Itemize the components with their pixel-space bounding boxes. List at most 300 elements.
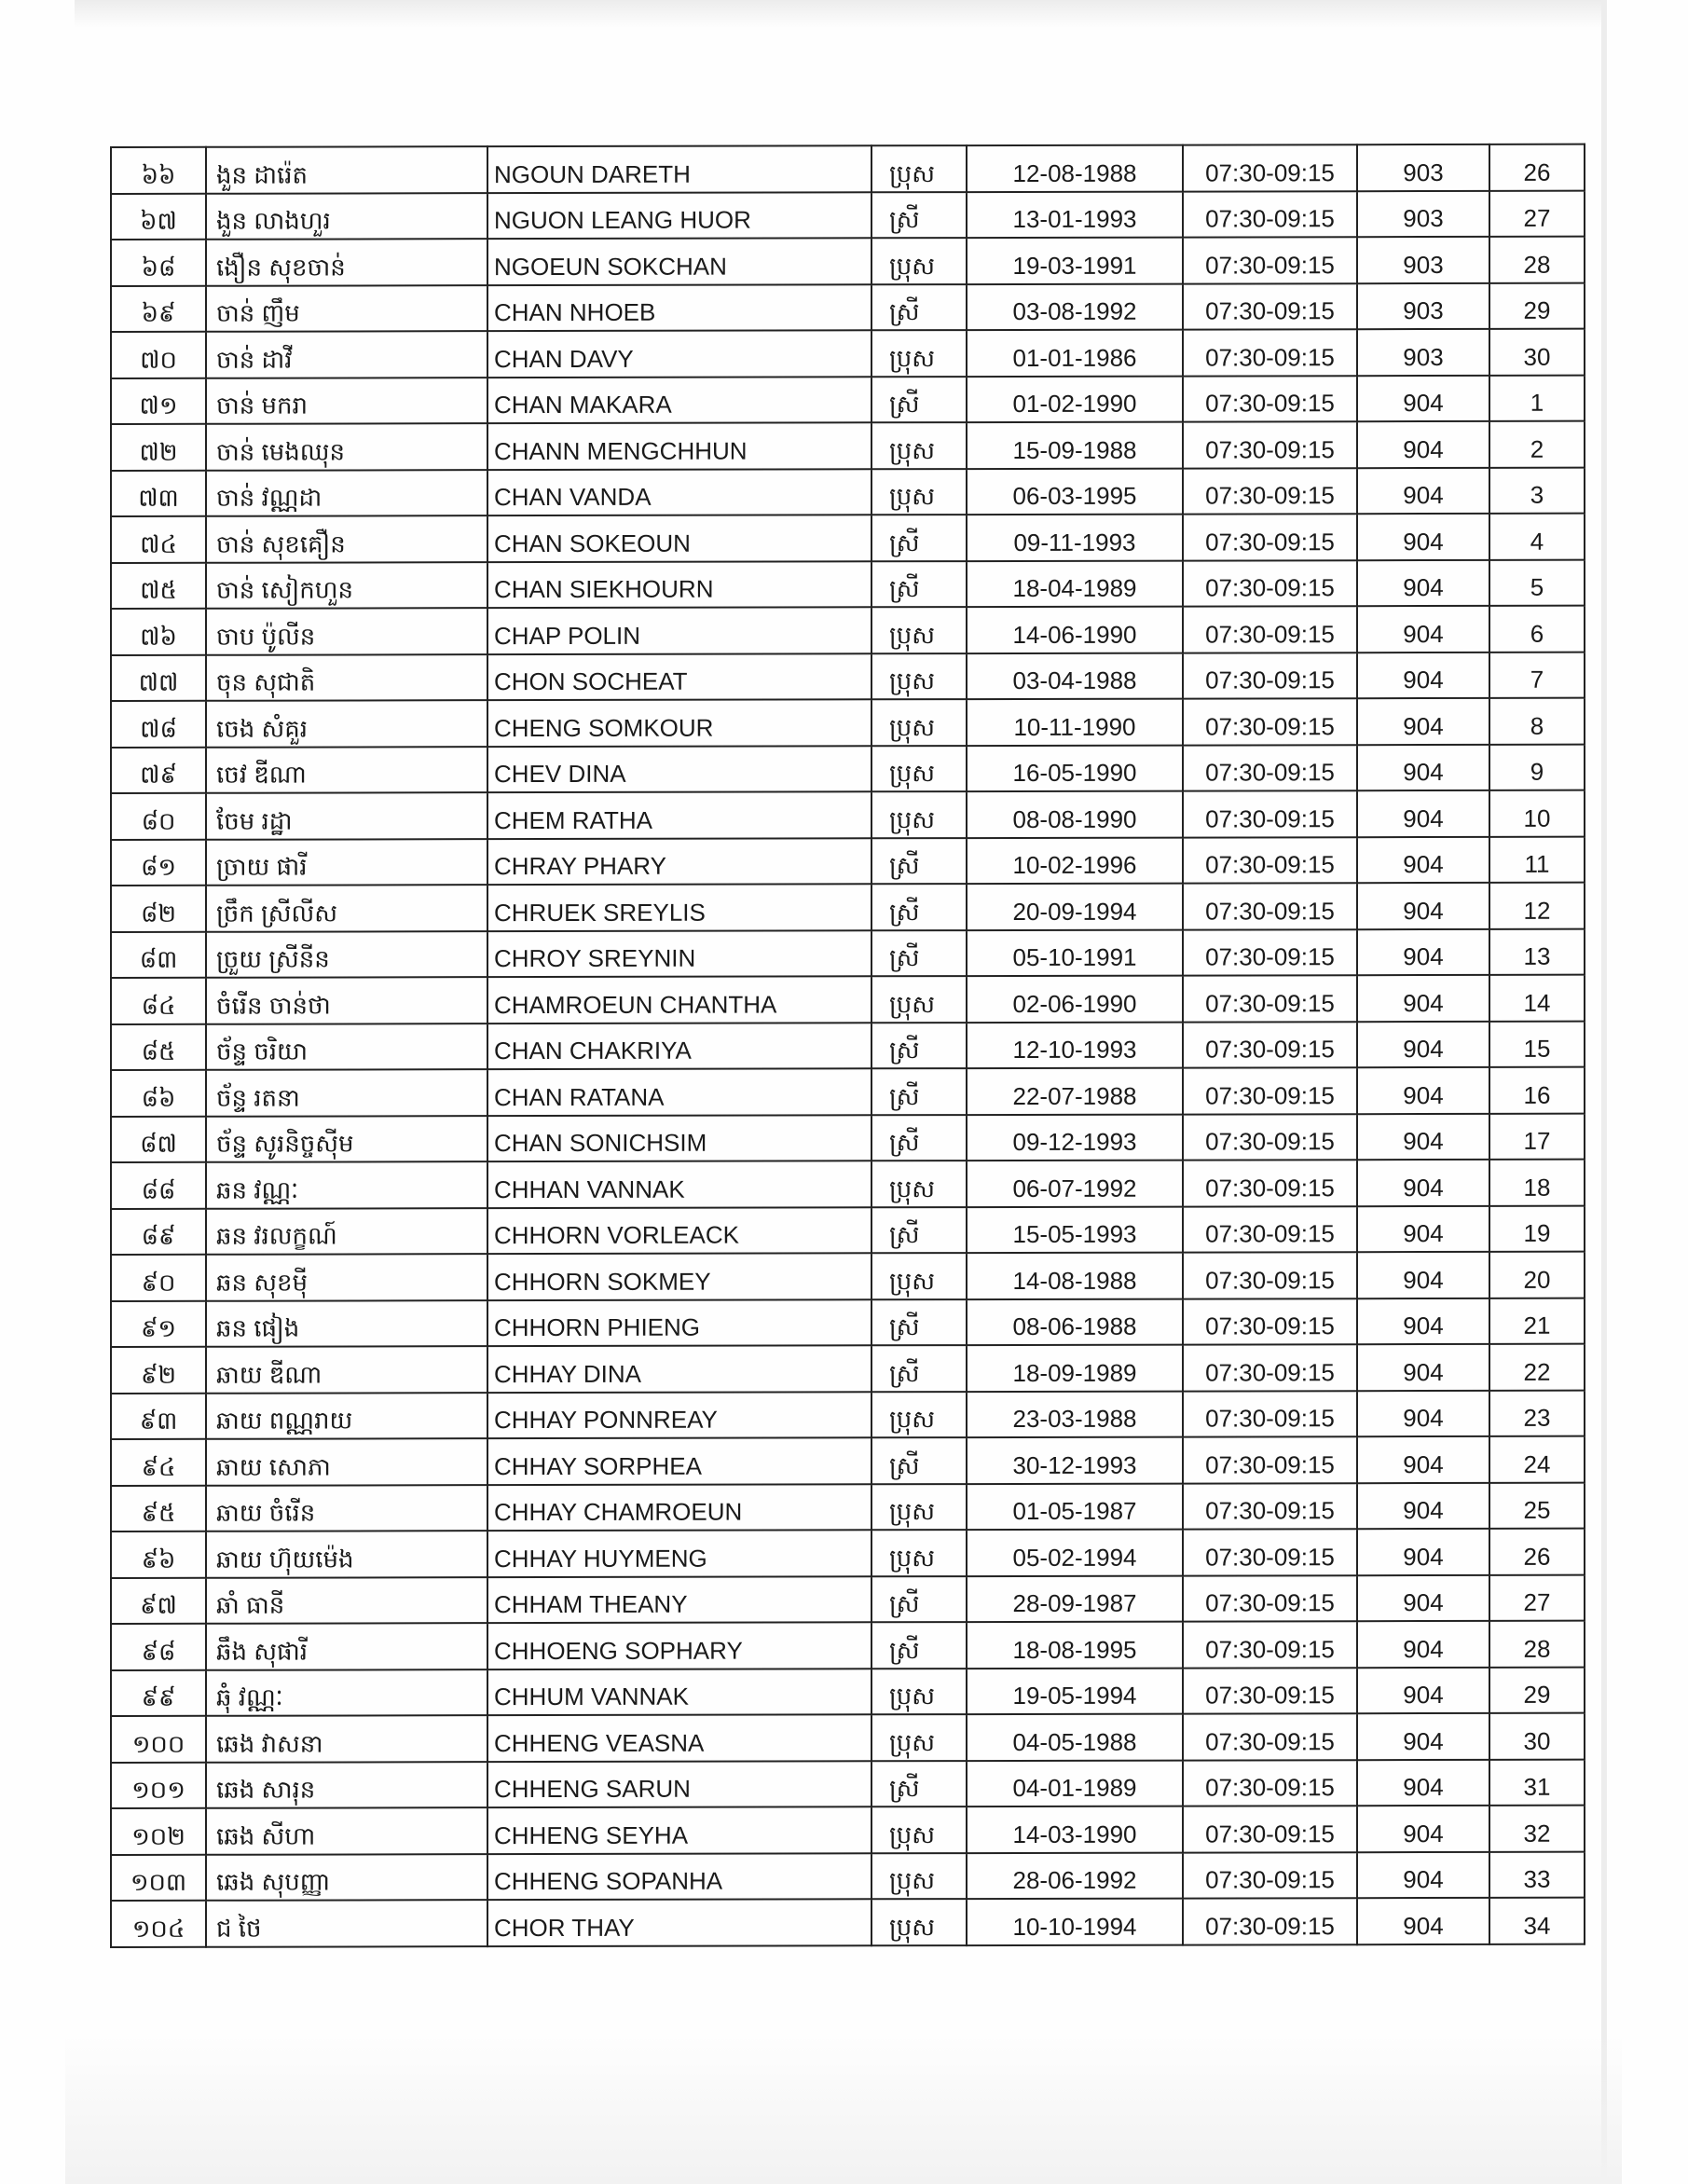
seat-number: 19	[1523, 1218, 1551, 1247]
sex: ប្រុស	[889, 620, 936, 649]
exam-time: 07:30-09:15	[1205, 1219, 1335, 1248]
seat-cell	[1489, 1160, 1585, 1206]
exam-time-cell	[1183, 975, 1357, 1022]
sex-cell	[871, 1023, 967, 1069]
room-number: 904	[1403, 1219, 1444, 1248]
room-number: 904	[1403, 1773, 1444, 1802]
room-number: 904	[1403, 1588, 1444, 1617]
khmer-name: ឆេង វាសនា	[216, 1729, 323, 1758]
latin-name-cell	[487, 746, 871, 792]
exam-time: 07:30-09:15	[1205, 1865, 1335, 1894]
room-number: 904	[1403, 942, 1444, 971]
seat-cell	[1489, 144, 1585, 191]
exam-time-cell	[1183, 1529, 1357, 1575]
table-row	[111, 144, 1585, 194]
exam-time-cell	[1183, 652, 1357, 699]
latin-name: CHAN DAVY	[494, 344, 634, 373]
seat-number: 16	[1523, 1080, 1551, 1109]
row-number: ៦៨	[141, 253, 176, 282]
khmer-name: ងួន ដារ៉េត	[216, 160, 308, 189]
latin-name: CHAN SIEKHOURN	[494, 574, 714, 604]
room-number: 903	[1403, 158, 1444, 186]
sex: ស្រី	[889, 528, 920, 556]
row-number: ៦៩	[141, 298, 176, 327]
row-number-cell	[111, 1255, 206, 1301]
latin-name: CHAN VANDA	[494, 482, 652, 512]
room-number: 904	[1403, 666, 1444, 694]
room-cell	[1357, 237, 1489, 283]
table-row	[111, 1436, 1585, 1486]
exam-time-cell	[1183, 468, 1357, 515]
exam-time-cell	[1183, 191, 1357, 238]
birth-date-cell	[967, 929, 1183, 976]
khmer-name: ច័ន្ទ សូរនិច្ចស៊ីម	[216, 1129, 354, 1158]
seat-cell	[1489, 1252, 1585, 1298]
latin-name: CHOR THAY	[494, 1913, 635, 1942]
sex-cell	[871, 469, 967, 515]
latin-name-cell	[487, 422, 871, 469]
latin-name: CHHENG SOPANHA	[494, 1866, 723, 1896]
room-cell	[1357, 652, 1489, 698]
seat-number: 11	[1524, 849, 1550, 878]
room-cell	[1357, 1482, 1489, 1529]
seat-number: 26	[1523, 158, 1551, 186]
seat-cell	[1489, 790, 1585, 837]
seat-cell	[1489, 698, 1585, 745]
birth-date-cell	[967, 884, 1183, 930]
room-cell	[1357, 1160, 1489, 1206]
sex: ស្រី	[889, 1358, 920, 1387]
sex: ស្រី	[889, 390, 920, 419]
birth-date-cell	[967, 1852, 1183, 1899]
latin-name: CHHENG SEYHA	[494, 1820, 689, 1849]
room-number: 904	[1403, 1127, 1444, 1156]
exam-time: 07:30-09:15	[1205, 1634, 1335, 1664]
birth-date: 15-05-1993	[1012, 1219, 1137, 1248]
row-number: ១០៤	[131, 1914, 185, 1943]
birth-date: 01-02-1990	[1012, 389, 1137, 418]
sex: ស្រី	[889, 1220, 920, 1249]
birth-date: 23-03-1988	[1012, 1404, 1137, 1433]
birth-date: 15-09-1988	[1012, 435, 1137, 464]
exam-time-cell	[1183, 1898, 1357, 1944]
khmer-name: ងួន លាងហួរ	[216, 206, 331, 235]
scan-shadow-top	[75, 0, 1603, 28]
seat-cell	[1489, 744, 1585, 790]
row-number-cell	[111, 978, 206, 1024]
birth-date-cell	[967, 745, 1183, 791]
seat-number: 18	[1523, 1173, 1551, 1202]
sex: ស្រី	[889, 1036, 920, 1065]
exam-time: 07:30-09:15	[1205, 434, 1335, 464]
room-cell	[1357, 606, 1489, 652]
sex-cell	[871, 1669, 967, 1715]
table-row	[111, 329, 1585, 378]
birth-date-cell	[967, 1206, 1183, 1253]
room-number: 904	[1403, 481, 1444, 510]
latin-name-cell	[487, 1714, 871, 1761]
room-cell	[1357, 1436, 1489, 1483]
latin-name: CHHAY DINA	[494, 1359, 641, 1388]
room-number: 904	[1403, 527, 1444, 556]
seat-cell	[1489, 1113, 1585, 1160]
exam-time-cell	[1183, 1483, 1357, 1530]
row-number-cell	[111, 1208, 206, 1255]
latin-name-cell	[487, 1207, 871, 1254]
birth-date: 18-04-1989	[1012, 573, 1137, 602]
room-number: 904	[1403, 1173, 1444, 1202]
latin-name-cell	[487, 1853, 871, 1900]
row-number: ៨៣	[139, 944, 178, 973]
scan-shadow-bottom	[65, 2032, 1622, 2184]
exam-time: 07:30-09:15	[1205, 573, 1335, 602]
table-row	[111, 883, 1585, 932]
sex-cell	[871, 422, 967, 469]
birth-date-cell	[967, 1114, 1183, 1161]
birth-date-cell	[967, 422, 1183, 469]
birth-date: 10-11-1990	[1013, 712, 1136, 741]
seat-cell	[1489, 1436, 1585, 1483]
birth-date-cell	[967, 699, 1183, 746]
sex: ប្រុស	[889, 1820, 936, 1848]
exam-time-cell	[1183, 1575, 1357, 1622]
latin-name-cell	[487, 884, 871, 930]
birth-date: 12-10-1993	[1012, 1035, 1137, 1064]
latin-name: CHRAY PHARY	[494, 851, 666, 881]
seat-number: 23	[1523, 1403, 1551, 1432]
latin-name-cell	[487, 469, 871, 515]
exam-time: 07:30-09:15	[1205, 711, 1335, 741]
sex-cell	[871, 1576, 967, 1623]
room-cell	[1357, 1621, 1489, 1668]
exam-time: 07:30-09:15	[1205, 1357, 1335, 1387]
row-number: ៧៣	[138, 483, 179, 512]
row-number: ៨៧	[140, 1129, 177, 1158]
seat-number: 2	[1530, 434, 1544, 463]
khmer-name-cell	[206, 1807, 487, 1854]
sex: ស្រី	[889, 574, 920, 603]
sex: ស្រី	[889, 297, 920, 326]
exam-time: 07:30-09:15	[1205, 296, 1335, 325]
latin-name: CHHAY SORPHEA	[494, 1451, 702, 1480]
birth-date: 22-07-1988	[1012, 1081, 1137, 1110]
latin-name-cell	[487, 1299, 871, 1346]
birth-date: 09-11-1993	[1013, 528, 1136, 556]
latin-name: NGOEUN SOKCHAN	[494, 252, 727, 281]
room-number: 904	[1403, 389, 1444, 418]
row-number-cell	[111, 240, 206, 286]
exam-time: 07:30-09:15	[1205, 1542, 1335, 1572]
exam-time: 07:30-09:15	[1205, 1173, 1335, 1202]
table-row	[111, 421, 1585, 471]
exam-time-cell	[1183, 1252, 1357, 1298]
seat-cell	[1489, 237, 1585, 283]
room-number: 904	[1403, 1819, 1444, 1847]
latin-name-cell	[487, 515, 871, 561]
room-number: 904	[1403, 1726, 1444, 1755]
room-cell	[1357, 1806, 1489, 1852]
sex: ស្រី	[889, 1589, 920, 1618]
sex: ស្រី	[889, 1635, 920, 1664]
room-cell	[1357, 1205, 1489, 1252]
khmer-name: ចេវ ឌីណា	[216, 760, 307, 789]
row-number: ៧៧	[138, 667, 179, 696]
sex: ប្រុស	[889, 759, 936, 788]
khmer-name-cell	[206, 1854, 487, 1901]
row-number-cell	[111, 332, 206, 378]
room-cell	[1357, 282, 1489, 329]
khmer-name-cell	[206, 977, 487, 1023]
seat-cell	[1489, 329, 1585, 376]
exam-time-cell	[1183, 1668, 1357, 1714]
latin-name: NGOUN DARETH	[494, 159, 691, 188]
sex: ប្រុស	[889, 343, 936, 372]
sex-cell	[871, 238, 967, 284]
birth-date: 30-12-1993	[1012, 1450, 1137, 1479]
khmer-name: ឆេង សីហា	[216, 1821, 316, 1850]
seat-number: 1	[1530, 388, 1544, 417]
exam-time: 07:30-09:15	[1205, 1449, 1335, 1479]
sex-cell	[871, 607, 967, 653]
row-number: ៦៦	[141, 160, 176, 189]
seat-number: 34	[1523, 1911, 1551, 1940]
row-number-cell	[111, 747, 206, 793]
khmer-name-cell	[206, 1300, 487, 1347]
row-number: ១០០	[131, 1729, 185, 1758]
row-number: ១០២	[131, 1821, 185, 1850]
room-number: 904	[1403, 1312, 1444, 1340]
room-number: 904	[1403, 1496, 1444, 1525]
seat-cell	[1489, 1621, 1585, 1668]
row-number-cell	[111, 1300, 206, 1347]
sex: ប្រុស	[889, 251, 936, 280]
latin-name-cell	[487, 1576, 871, 1623]
sex: ស្រី	[889, 1450, 920, 1479]
latin-name-cell	[487, 607, 871, 653]
birth-date-cell	[967, 515, 1183, 561]
exam-time-cell	[1183, 790, 1357, 837]
exam-time: 07:30-09:15	[1205, 1404, 1335, 1433]
room-number: 904	[1403, 1865, 1444, 1894]
seat-cell	[1489, 1344, 1585, 1391]
table-row	[111, 467, 1585, 516]
exam-time-cell	[1183, 329, 1357, 376]
table-row	[111, 1898, 1585, 1947]
room-number: 904	[1403, 896, 1444, 925]
sex-cell	[871, 1392, 967, 1438]
row-number: ៩៤	[141, 1452, 176, 1481]
seat-number: 9	[1530, 757, 1544, 786]
birth-date-cell	[967, 145, 1183, 192]
khmer-name-cell	[206, 239, 487, 285]
seat-cell	[1489, 421, 1585, 468]
khmer-name-cell	[206, 885, 487, 931]
khmer-name: ច័ន្ទ រតនា	[216, 1083, 300, 1112]
sex: ស្រី	[889, 897, 920, 926]
sex-cell	[871, 746, 967, 792]
latin-name-cell	[487, 1392, 871, 1438]
sex-cell	[871, 515, 967, 561]
sex: ស្រី	[889, 205, 920, 234]
row-number: ៩២	[140, 1360, 177, 1389]
table-row	[111, 282, 1585, 332]
row-number-cell	[111, 470, 206, 516]
table-row	[111, 1160, 1585, 1209]
row-number-cell	[111, 1485, 206, 1532]
sex-cell	[871, 1253, 967, 1299]
exam-time-cell	[1183, 1298, 1357, 1345]
seat-cell	[1489, 1529, 1585, 1575]
row-number: ១០៣	[130, 1867, 187, 1896]
room-number: 904	[1403, 988, 1444, 1017]
latin-name-cell	[487, 1345, 871, 1392]
seat-cell	[1489, 514, 1585, 560]
birth-date-cell	[967, 1714, 1183, 1761]
exam-time: 07:30-09:15	[1205, 389, 1335, 418]
seat-number: 31	[1523, 1772, 1551, 1801]
exam-time-cell	[1183, 1621, 1357, 1668]
khmer-name: ឆាយ សោភា	[216, 1452, 331, 1481]
khmer-name: ចេង សំគួរ	[216, 714, 308, 743]
birth-date: 09-12-1993	[1012, 1127, 1137, 1156]
row-number-cell	[111, 1393, 206, 1439]
room-number: 904	[1403, 1080, 1444, 1109]
birth-date: 14-08-1988	[1012, 1266, 1137, 1295]
birth-date: 01-01-1986	[1012, 343, 1137, 372]
exam-time-cell	[1183, 1852, 1357, 1899]
room-cell	[1357, 1529, 1489, 1575]
row-number: ៨២	[140, 899, 177, 927]
sex-cell	[871, 1437, 967, 1484]
exam-time: 07:30-09:15	[1205, 619, 1335, 649]
birth-date-cell	[967, 1161, 1183, 1207]
sex-cell	[871, 1530, 967, 1576]
khmer-name-cell	[206, 1715, 487, 1762]
row-number-cell	[111, 701, 206, 748]
seat-cell	[1489, 1205, 1585, 1252]
birth-date-cell	[967, 1022, 1183, 1068]
latin-name: CHAN SOKEOUN	[494, 529, 691, 557]
table-row	[111, 698, 1585, 748]
room-cell	[1357, 1390, 1489, 1436]
room-number: 904	[1403, 1681, 1444, 1710]
table-row	[111, 1113, 1585, 1162]
seat-number: 28	[1523, 1634, 1551, 1663]
room-cell	[1357, 1667, 1489, 1713]
room-cell	[1357, 1713, 1489, 1760]
row-number-cell	[111, 1716, 206, 1763]
table-row	[111, 1344, 1585, 1394]
latin-name-cell	[487, 1622, 871, 1669]
seat-number: 28	[1523, 250, 1551, 279]
exam-time-cell	[1183, 1713, 1357, 1760]
latin-name: CHANN MENGCHHUN	[494, 436, 748, 465]
row-number: ៧៨	[140, 714, 177, 743]
row-number-cell	[111, 1901, 206, 1947]
birth-date-cell	[967, 191, 1183, 238]
latin-name: CHAP POLIN	[494, 621, 641, 650]
birth-date: 03-04-1988	[1012, 666, 1137, 694]
table-row	[111, 1806, 1585, 1855]
row-number-cell	[111, 654, 206, 701]
latin-name-cell	[487, 377, 871, 423]
birth-date-cell	[967, 1806, 1183, 1853]
birth-date-cell	[967, 1068, 1183, 1115]
sex-cell	[871, 976, 967, 1023]
latin-name-cell	[487, 653, 871, 700]
row-number-cell	[111, 1347, 206, 1394]
scan-edge-right	[1601, 0, 1607, 2184]
row-number-cell	[111, 193, 206, 240]
room-cell	[1357, 928, 1489, 975]
row-number-cell	[111, 609, 206, 655]
latin-name: CHAN CHAKRIYA	[494, 1036, 692, 1065]
room-number: 904	[1403, 1404, 1444, 1433]
latin-name: CHAMROEUN CHANTHA	[494, 990, 777, 1019]
row-number: ៨១	[140, 852, 177, 881]
latin-name: NGUON LEANG HUOR	[494, 205, 751, 235]
exam-time: 07:30-09:15	[1205, 1911, 1335, 1941]
latin-name: CHHAM THEANY	[494, 1589, 688, 1619]
latin-name: CHROY SREYNIN	[494, 943, 696, 973]
exam-time: 07:30-09:15	[1205, 1265, 1335, 1295]
birth-date: 18-08-1995	[1012, 1635, 1137, 1664]
khmer-name-cell	[206, 1161, 487, 1208]
exam-time: 07:30-09:15	[1205, 481, 1335, 510]
sex-cell	[871, 1484, 967, 1531]
sex: ប្រុស	[889, 989, 936, 1018]
seat-cell	[1489, 883, 1585, 929]
exam-time-cell	[1183, 144, 1357, 191]
birth-date: 19-05-1994	[1012, 1681, 1137, 1710]
exam-time-cell	[1183, 1160, 1357, 1206]
seat-cell	[1489, 190, 1585, 237]
birth-date-cell	[967, 560, 1183, 607]
seat-number: 7	[1530, 665, 1544, 694]
room-number: 904	[1403, 434, 1444, 463]
sex-cell	[871, 930, 967, 977]
seat-number: 4	[1530, 527, 1544, 556]
seat-cell	[1489, 1713, 1585, 1760]
khmer-name-cell	[206, 1762, 487, 1808]
khmer-name-cell	[206, 470, 487, 516]
room-number: 903	[1403, 250, 1444, 279]
seat-number: 20	[1523, 1265, 1551, 1294]
sex: ស្រី	[889, 1774, 920, 1803]
khmer-name-cell	[206, 193, 487, 240]
birth-date-cell	[967, 607, 1183, 653]
birth-date: 16-05-1990	[1012, 758, 1137, 787]
exam-time: 07:30-09:15	[1205, 1127, 1335, 1156]
latin-name-cell	[487, 1115, 871, 1161]
table-row	[111, 237, 1585, 286]
sex-cell	[871, 192, 967, 239]
khmer-name: ច័ន្ទ ចរិយា	[216, 1037, 308, 1065]
sex: ប្រុស	[889, 1266, 936, 1295]
birth-date: 05-02-1994	[1012, 1543, 1137, 1572]
table-row	[111, 1851, 1585, 1901]
seat-cell	[1489, 928, 1585, 975]
khmer-name: ចាន់ វណ្ណដា	[216, 483, 323, 512]
table-row	[111, 1759, 1585, 1808]
birth-date-cell	[967, 1899, 1183, 1945]
birth-date: 06-03-1995	[1012, 481, 1137, 510]
latin-name: CHHENG VEASNA	[494, 1728, 705, 1757]
sex-cell	[871, 284, 967, 331]
row-number-cell	[111, 562, 206, 609]
latin-name: CHEV DINA	[494, 759, 626, 789]
exam-time-cell	[1183, 237, 1357, 283]
